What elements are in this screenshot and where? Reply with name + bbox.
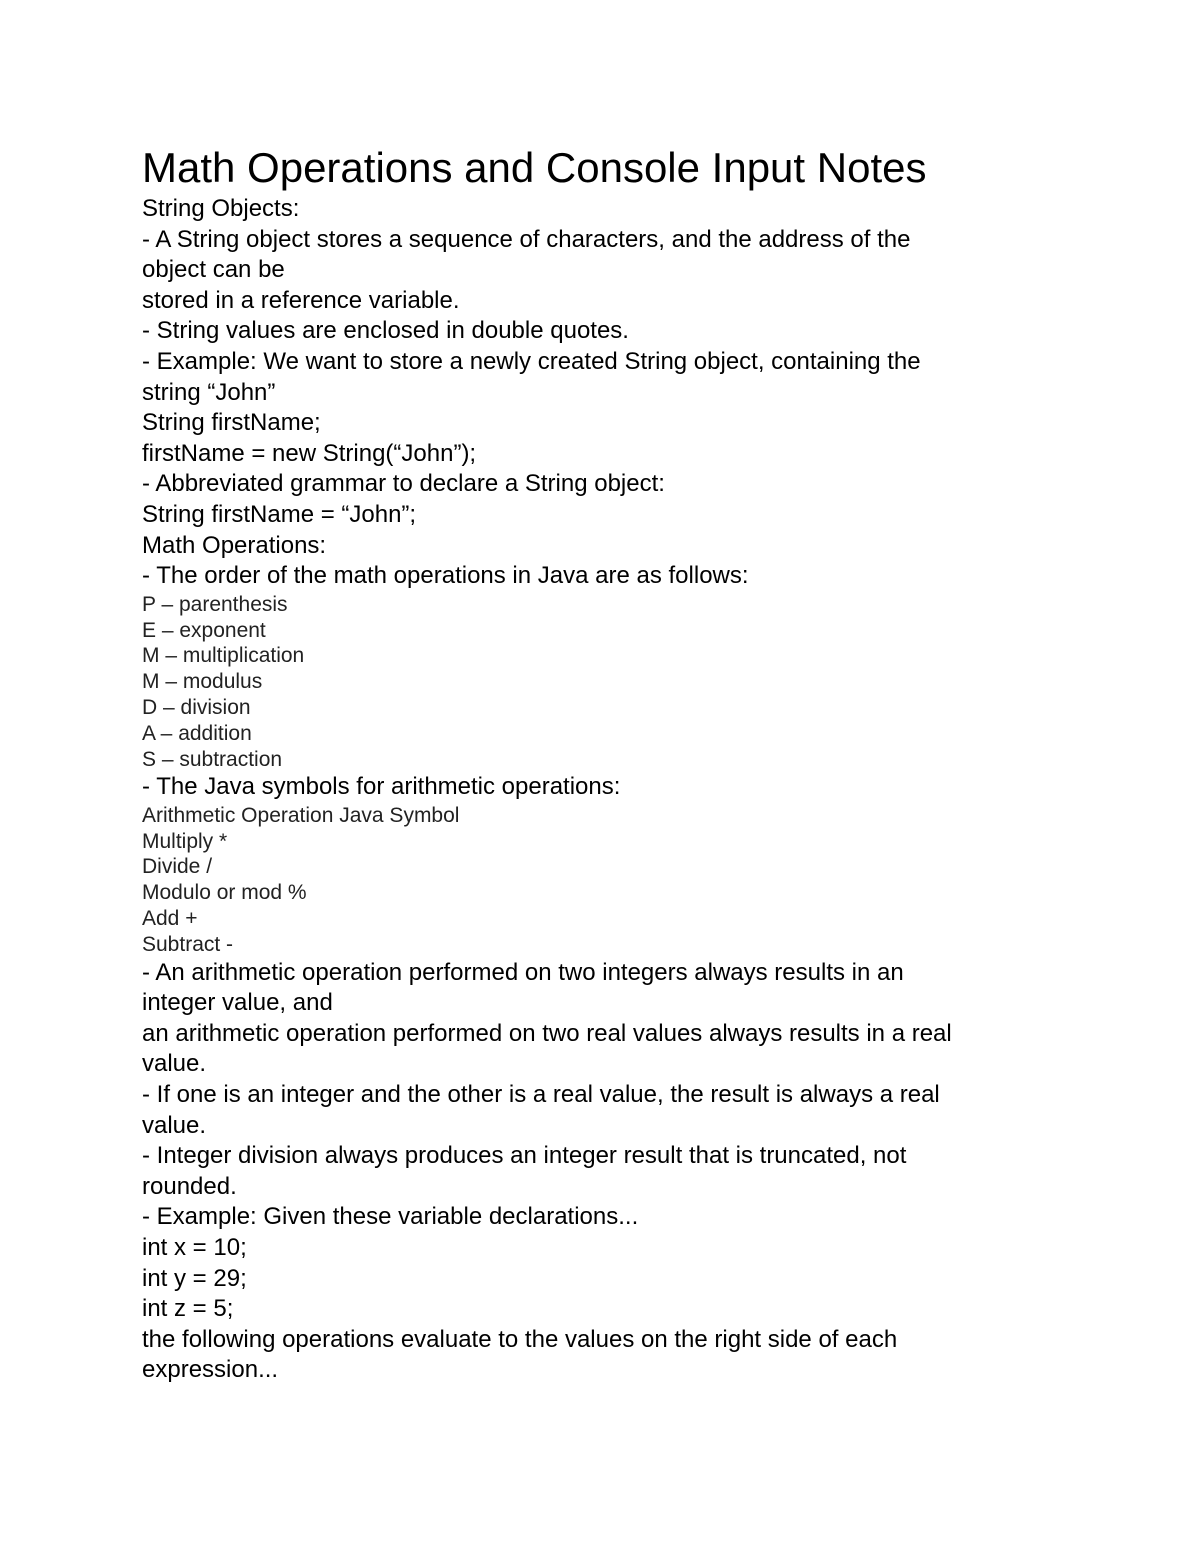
text-line: - An arithmetic operation performed on two integers always results in an <box>142 958 904 986</box>
text-line: - Abbreviated grammar to declare a String object: <box>142 470 665 498</box>
order-list-item: M – modulus <box>142 670 263 694</box>
order-list-item: M – multiplication <box>142 644 305 668</box>
code-line: firstName = new String(“John”); <box>142 439 477 467</box>
symbols-table-row: Add + <box>142 907 198 931</box>
text-line: - The order of the math operations in Java are as follows: <box>142 562 749 590</box>
symbols-table-row: Subtract - <box>142 932 234 956</box>
order-list-item: S – subtraction <box>142 747 283 771</box>
text-line: value. <box>142 1050 207 1078</box>
document-body <box>142 142 1042 1386</box>
code-line: int y = 29; <box>142 1264 247 1292</box>
text-line: - Example: Given these variable declarations... <box>142 1203 639 1231</box>
symbols-table-row: Divide / <box>142 855 213 879</box>
code-line: int z = 5; <box>142 1295 234 1323</box>
code-line: String firstName = “John”; <box>142 500 417 528</box>
text-line: - A String object stores a sequence of characters, and the address of the <box>142 225 911 253</box>
text-line: stored in a reference variable. <box>142 286 460 314</box>
text-line: - The Java symbols for arithmetic operations: <box>142 773 621 801</box>
order-list-item: P – parenthesis <box>142 592 288 616</box>
order-list-item: A – addition <box>142 721 252 745</box>
text-line: expression... <box>142 1356 279 1384</box>
text-line: - Integer division always produces an integer result that is truncated, not <box>142 1142 907 1170</box>
text-line: - Example: We want to store a newly created String object, containing the <box>142 347 921 375</box>
code-line: int x = 10; <box>142 1234 247 1262</box>
text-line: integer value, and <box>142 989 333 1017</box>
symbols-table-header: Arithmetic Operation Java Symbol <box>142 803 460 827</box>
text-line: object can be <box>142 256 285 284</box>
section-heading-string-objects: String Objects: <box>142 195 300 222</box>
symbols-table-row: Multiply * <box>142 829 228 853</box>
text-line: rounded. <box>142 1172 237 1200</box>
symbols-table-row: Modulo or mod % <box>142 881 307 905</box>
code-line: String firstName; <box>142 409 321 437</box>
text-line: the following operations evaluate to the values on the right side of each <box>142 1325 898 1353</box>
document-title: Math Operations and Console Input Notes <box>142 144 927 191</box>
text-line: - If one is an integer and the other is a real value, the result is always a real <box>142 1081 940 1109</box>
text-line: - String values are enclosed in double quotes. <box>142 317 629 345</box>
order-list-item: E – exponent <box>142 618 266 642</box>
section-heading-math-operations: Math Operations: <box>142 531 327 559</box>
text-line: an arithmetic operation performed on two real values always results in a real <box>142 1019 952 1047</box>
text-line: value. <box>142 1111 207 1139</box>
order-list-item: D – division <box>142 695 251 719</box>
text-line: string “John” <box>142 378 276 406</box>
